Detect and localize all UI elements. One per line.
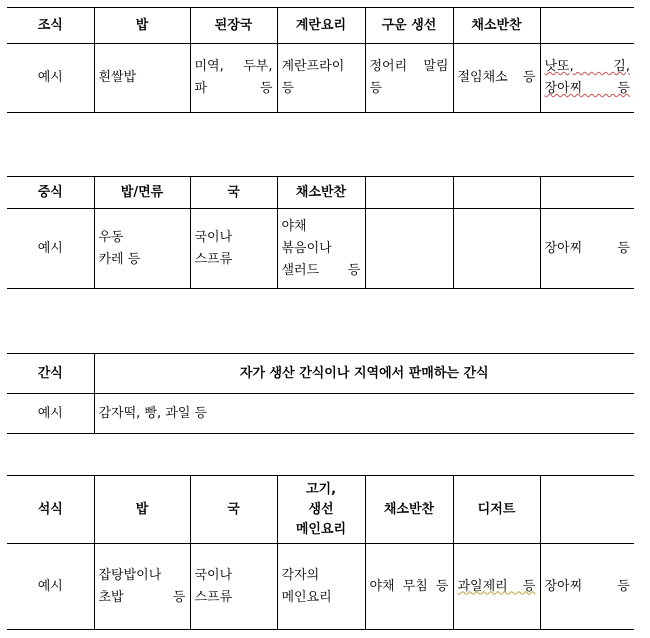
lunch-cell-extra: 장아찌 등 bbox=[540, 209, 634, 289]
snack-cell: 감자떡, 빵, 과일 등 bbox=[94, 394, 634, 434]
lunch-cell-veg: 야채 볶음이나 샐러드 등 bbox=[277, 209, 365, 289]
breakfast-cell-extra: 낫또, 김, 장아찌 등 bbox=[540, 44, 634, 113]
breakfast-row-label: 예시 bbox=[7, 44, 94, 113]
breakfast-cell-veg: 절임채소 등 bbox=[453, 44, 540, 113]
dinner-header-label: 석식 bbox=[7, 476, 94, 544]
dinner-table bbox=[7, 475, 634, 630]
breakfast-table bbox=[7, 7, 634, 113]
snack-header-label: 간식 bbox=[7, 354, 94, 394]
breakfast-header-extra bbox=[540, 8, 634, 44]
lunch-cell-empty-1 bbox=[365, 209, 453, 289]
lunch-cell-rice-noodle: 우동 카레 등 bbox=[94, 209, 190, 289]
breakfast-header-egg: 계란요리 bbox=[277, 8, 365, 44]
lunch-cell-soup: 국이나 스프류 bbox=[190, 209, 277, 289]
dinner-header-extra bbox=[540, 476, 634, 544]
snack-header-text: 자가 생산 간식이나 지역에서 판매하는 간식 bbox=[94, 354, 634, 394]
dinner-cell-extra: 장아찌 등 bbox=[540, 544, 634, 630]
breakfast-header-fish: 구운 생선 bbox=[365, 8, 453, 44]
lunch-header-empty-1 bbox=[365, 177, 453, 209]
dinner-header-rice: 밥 bbox=[94, 476, 190, 544]
breakfast-header-soup: 된장국 bbox=[190, 8, 277, 44]
lunch-header-label: 중식 bbox=[7, 177, 94, 209]
breakfast-cell-soup: 미역, 두부, 파 등 bbox=[190, 44, 277, 113]
lunch-header-empty-3 bbox=[540, 177, 634, 209]
dinner-row-label: 예시 bbox=[7, 544, 94, 630]
breakfast-cell-fish: 정어리 말림 등 bbox=[365, 44, 453, 113]
lunch-cell-empty-2 bbox=[453, 209, 540, 289]
dinner-cell-dessert: 과일제리 등 bbox=[453, 544, 540, 630]
breakfast-header-rice: 밥 bbox=[94, 8, 190, 44]
dinner-header-soup: 국 bbox=[190, 476, 277, 544]
dinner-header-veg: 채소반찬 bbox=[365, 476, 453, 544]
breakfast-cell-egg: 계란프라이 등 bbox=[277, 44, 365, 113]
lunch-row-label: 예시 bbox=[7, 209, 94, 289]
lunch-header-empty-2 bbox=[453, 177, 540, 209]
dinner-header-main: 고기, 생선 메인요리 bbox=[277, 476, 365, 544]
dinner-cell-soup: 국이나 스프류 bbox=[190, 544, 277, 630]
breakfast-cell-rice: 흰쌀밥 bbox=[94, 44, 190, 113]
breakfast-header-veg: 채소반찬 bbox=[453, 8, 540, 44]
dinner-header-dessert: 디저트 bbox=[453, 476, 540, 544]
lunch-header-rice-noodle: 밥/면류 bbox=[94, 177, 190, 209]
lunch-table bbox=[7, 176, 634, 289]
lunch-header-veg: 채소반찬 bbox=[277, 177, 365, 209]
snack-row-label: 예시 bbox=[7, 394, 94, 434]
dinner-cell-rice: 잡탕밥이나 초밥 등 bbox=[94, 544, 190, 630]
snack-table bbox=[7, 353, 634, 434]
breakfast-header-label: 조식 bbox=[7, 8, 94, 44]
dinner-cell-main: 각자의 메인요리 bbox=[277, 544, 365, 630]
lunch-header-soup: 국 bbox=[190, 177, 277, 209]
dinner-cell-veg: 야채 무침 등 bbox=[365, 544, 453, 630]
